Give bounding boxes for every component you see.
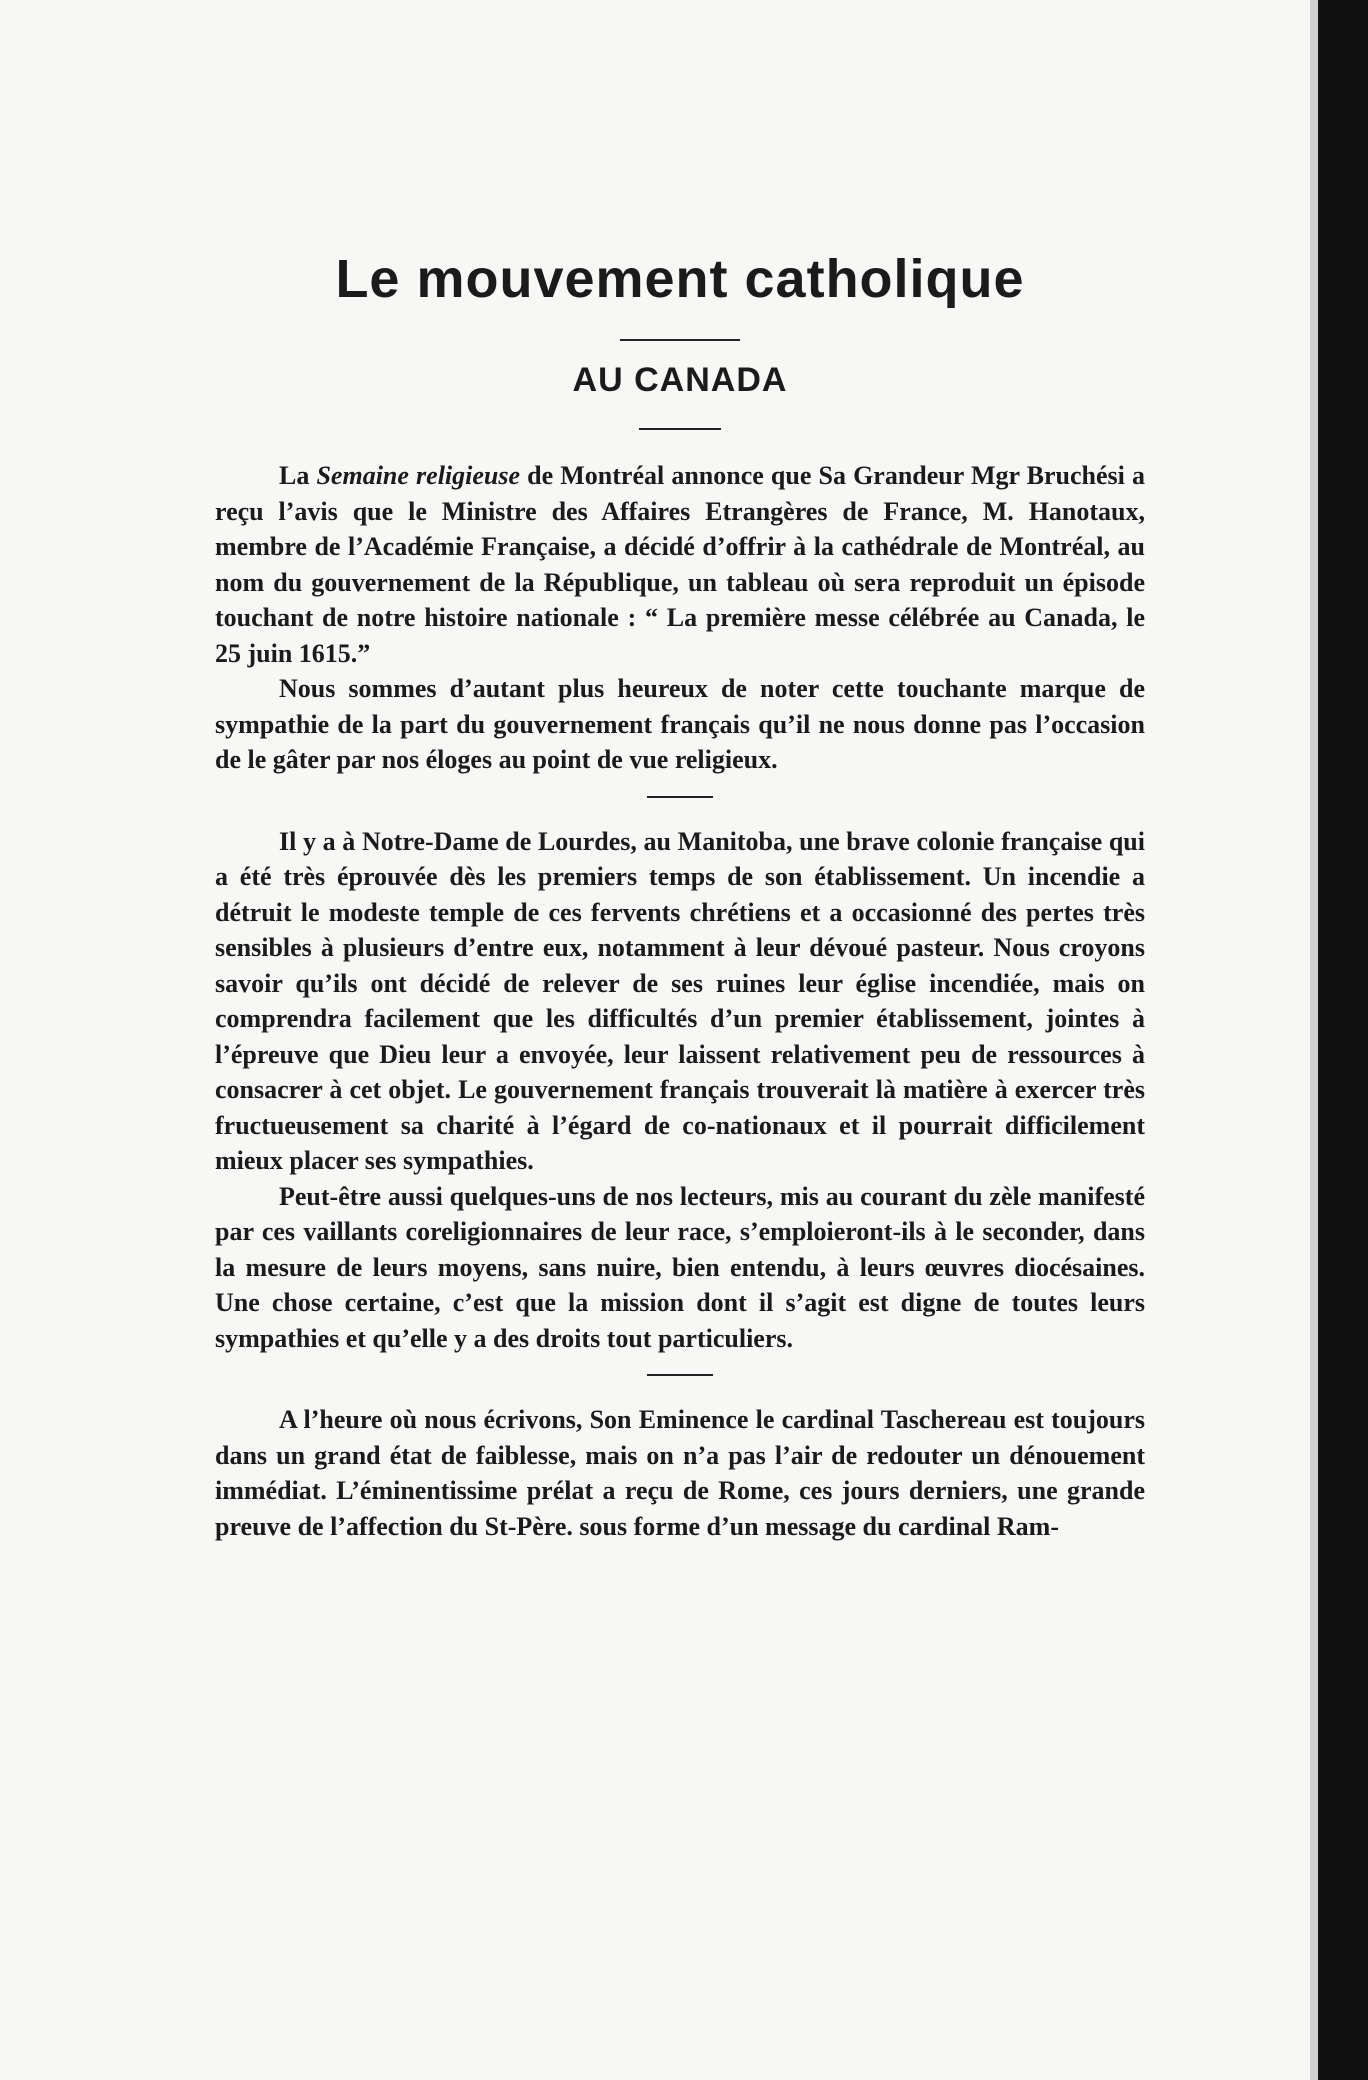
section-divider [647, 1374, 713, 1376]
paragraph-body: de Montréal annonce que Sa Grandeur Mgr Bruchési a reçu l’avis que le Ministre des Affaires Etrangères de France, M. Hanotaux, membre de l’Académie Française, a décidé d’offrir à la cathédrale de Montréal, au nom du gouvernement de la République, un tableau où sera reproduit un épisode touchant de notre histoire nationale : “ La première messe célébrée au Canada, le 25 juin 1615.” [215, 461, 1146, 668]
paragraph-sympathie: Nous sommes d’autant plus heureux de noter cette touchante marque de sympathie de la part du gouvernement français qu’il ne nous donne pas l’occasion de le gâter par nos éloges au point de vue religieux. [215, 674, 1145, 775]
scan-border [1310, 0, 1368, 2080]
paragraph-lecteurs: Peut-être aussi quelques-uns de nos lecteurs, mis au courant du zèle manifesté par ces vaillants coreligionnaires de leur race, s’emploieront-ils à le seconder, dans la mesure de leurs moyens, sans nuire, bien entendu, à leurs œuvres diocésaines. Une chose certaine, c’est que la mission dont il s’agit est digne de toutes leurs sympathies et qu’elle y a des droits tout particuliers. [215, 1181, 1145, 1353]
article-subtitle: AU CANADA [572, 361, 788, 400]
page-edge [1310, 0, 1318, 2080]
subtitle-rule [639, 428, 721, 430]
paragraph-lead: La [279, 461, 317, 491]
paragraph-notre-dame-de-lourdes: Il y a à Notre-Dame de Lourdes, au Manitoba, une brave colonie française qui a été très éprouvée dès les premiers temps de son établissement. Un incendie a détruit le modeste temple de ces fervents chrétiens et a occasionné des pertes très sensibles à plusieurs d’entre eux, notamment à leur dévoué pasteur. Nous croyons savoir qu’ils ont décidé de relever de ses ruines leur église incendiée, mais on comprendra facilement que les difficultés d’un premier établissement, jointes à l’épreuve que Dieu leur a envoyée, leur laissent relativement peu de ressources à consacrer à cet objet. Le gouvernement français trouverait là matière à exercer très fructueusement sa charité à l’égard de co-nationaux et il pourrait difficilement mieux placer ses sympathies. [215, 826, 1145, 1176]
section-divider [647, 796, 713, 798]
article [215, 250, 1145, 1544]
article-title: Le mouvement catholique [335, 249, 1025, 309]
publication-name: Semaine religieuse [316, 461, 521, 491]
title-rule [620, 339, 740, 341]
paragraph-cardinal-taschereau: A l’heure où nous écrivons, Son Eminence le cardinal Taschereau est toujours dans un grand état de faiblesse, mais on n’a pas l’air de redouter un dénouement immédiat. L’éminentissime prélat a reçu de Rome, ces jours derniers, une grande preuve de l’affection du St-Père. sous forme d’un message du cardinal Ram- [215, 1405, 1145, 1541]
paragraph-semaine-religieuse [215, 458, 1145, 671]
